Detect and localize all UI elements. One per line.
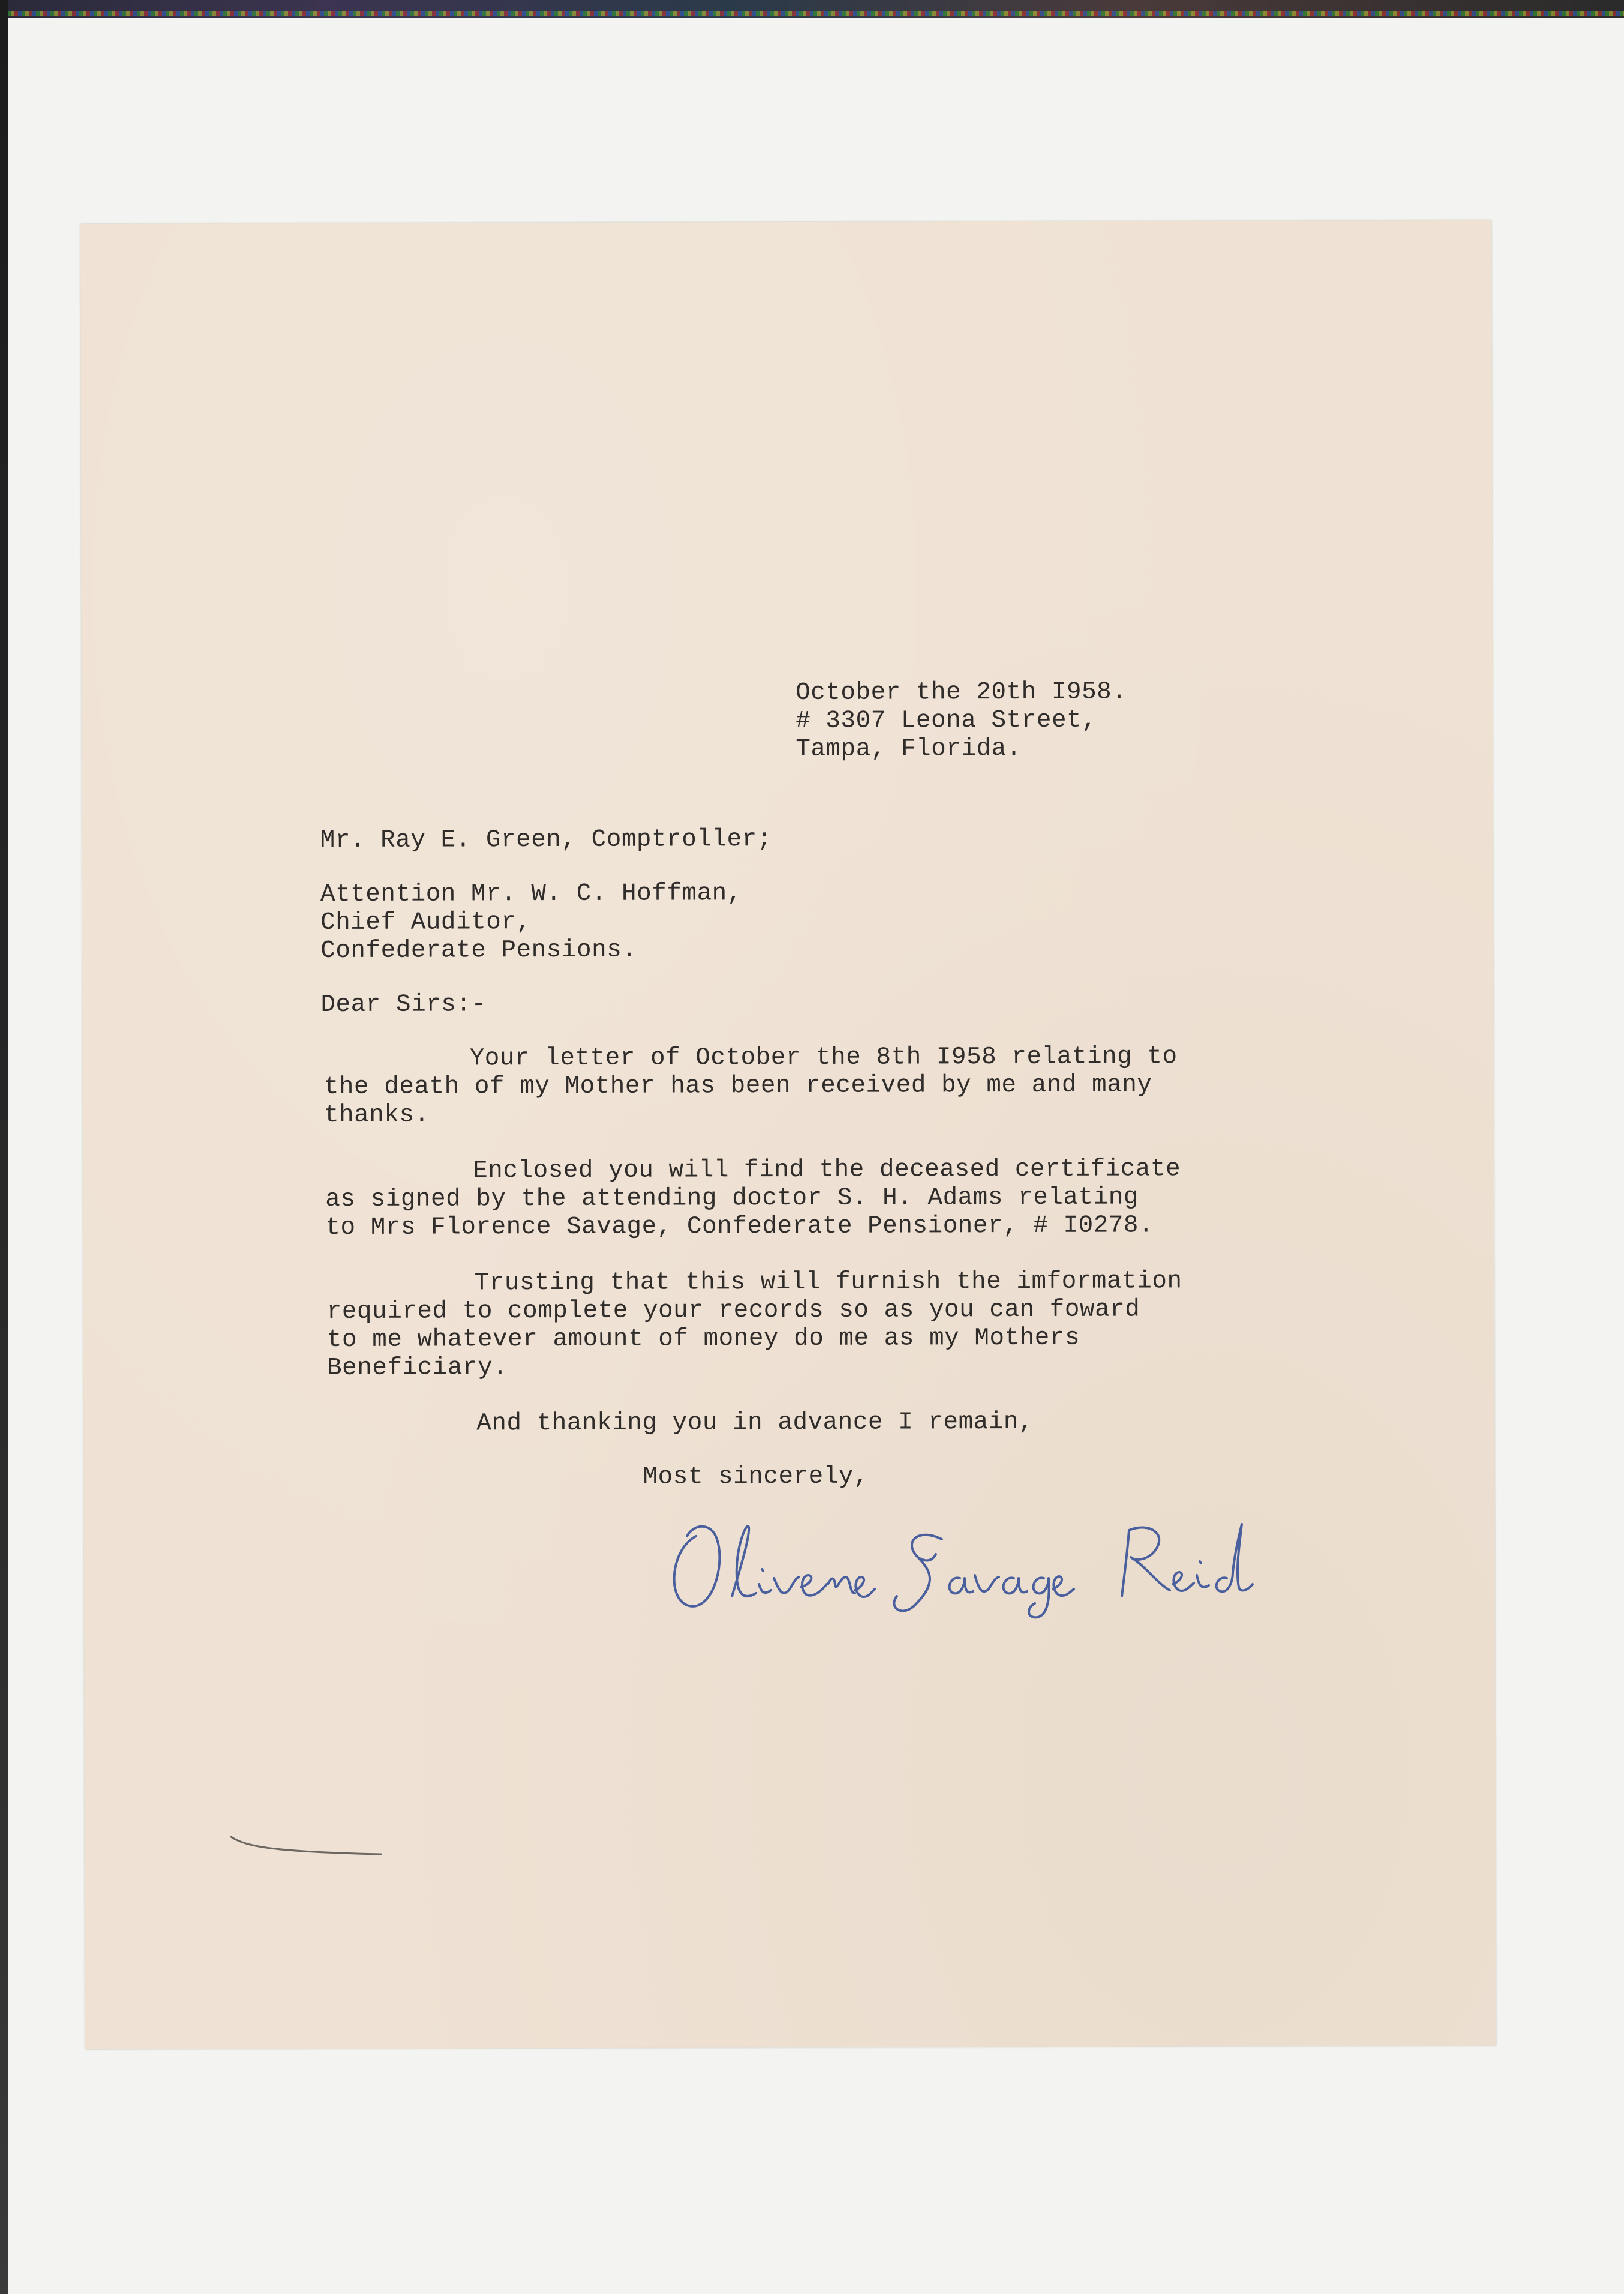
recipient-line: Mr. Ray E. Green, Comptroller;	[320, 826, 772, 855]
date-line: October the 20th I958.	[796, 678, 1127, 707]
scanner-top-band	[0, 0, 1624, 18]
signature-strokes	[674, 1524, 1253, 1617]
paragraph-2-line-3: to Mrs Florence Savage, Confederate Pensioner, # I0278.	[325, 1212, 1154, 1242]
pencil-margin-mark	[228, 1834, 384, 1858]
paragraph-2-line-1: Enclosed you will find the deceased certificate	[473, 1155, 1181, 1185]
street-address: # 3307 Leona Street,	[796, 706, 1097, 735]
attention-title: Chief Auditor,	[320, 908, 532, 937]
paragraph-3-line-2: required to complete your records so as you can foward	[326, 1296, 1140, 1326]
handwritten-signature	[660, 1494, 1308, 1620]
paragraph-3-line-4: Beneficiary.	[326, 1354, 508, 1383]
attention-department: Confederate Pensions.	[320, 936, 637, 965]
closing-line: And thanking you in advance I remain,	[476, 1408, 1034, 1438]
paragraph-3-line-3: to me whatever amount of money do me as my Mothers	[326, 1324, 1080, 1354]
paragraph-1-line-1: Your letter of October the 8th I958 relating to	[469, 1043, 1178, 1073]
attention-line: Attention Mr. W. C. Hoffman,	[320, 880, 742, 909]
paragraph-2-line-2: as signed by the attending doctor S. H. Adams relating	[325, 1183, 1139, 1214]
valediction: Most sincerely,	[643, 1462, 869, 1491]
letter-sheet	[80, 220, 1496, 2049]
scanner-left-edge	[0, 0, 8, 2294]
city-state: Tampa, Florida.	[796, 734, 1022, 763]
paragraph-1-line-2: the death of my Mother has been received by me and many	[323, 1071, 1152, 1102]
paragraph-1-line-3: thanks.	[323, 1101, 430, 1130]
paragraph-3-line-1: Trusting that this will furnish the imformation	[474, 1267, 1182, 1297]
salutation: Dear Sirs:-	[320, 991, 487, 1019]
